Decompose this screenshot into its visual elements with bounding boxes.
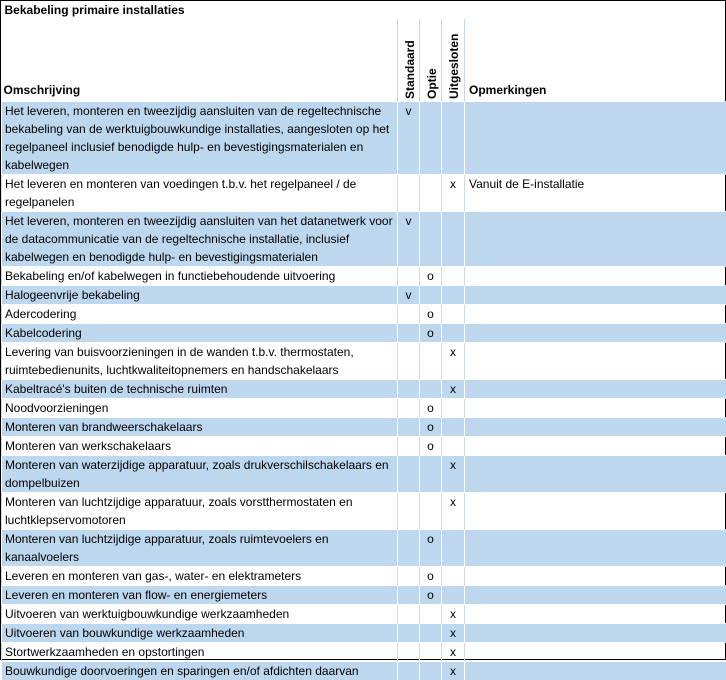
row-uitgesloten-mark <box>442 212 465 267</box>
row-standaard-mark <box>398 662 420 680</box>
row-standaard-mark <box>398 343 420 380</box>
header-omschrijving: Omschrijving <box>2 19 398 102</box>
row-uitgesloten-mark <box>442 286 465 305</box>
row-uitgesloten-mark: x <box>442 662 465 680</box>
row-standaard-mark <box>398 493 420 530</box>
row-description: Monteren van luchtzijdige apparatuur, zoals vorstthermostaten en luchtklepservomotoren <box>2 493 398 530</box>
row-optie-mark: o <box>420 324 442 343</box>
row-opmerking <box>465 530 726 567</box>
row-optie-mark <box>420 286 442 305</box>
table-row <box>2 324 726 343</box>
row-uitgesloten-mark: x <box>442 175 465 212</box>
table-row <box>2 399 726 418</box>
row-optie-mark: o <box>420 530 442 567</box>
table-row <box>2 212 726 267</box>
row-optie-mark <box>420 175 442 212</box>
row-optie-mark: o <box>420 418 442 437</box>
row-opmerking <box>465 624 726 643</box>
row-optie-mark: o <box>420 267 442 286</box>
row-optie-mark <box>420 643 442 662</box>
table-row <box>2 530 726 567</box>
row-uitgesloten-mark <box>442 586 465 605</box>
row-standaard-mark <box>398 624 420 643</box>
table-row <box>2 586 726 605</box>
row-opmerking <box>465 662 726 680</box>
table-row <box>2 286 726 305</box>
row-description: Leveren en monteren van flow- en energiemeters <box>2 586 398 605</box>
row-uitgesloten-mark: x <box>442 380 465 399</box>
row-description: Levering van buisvoorzieningen in de wanden t.b.v. thermostaten, ruimtebedienunits, luchtkwaliteitopnemers en handschakelaars <box>2 343 398 380</box>
table-row <box>2 567 726 586</box>
table-row <box>2 437 726 456</box>
table-row <box>2 380 726 399</box>
table-row <box>2 305 726 324</box>
row-optie-mark: o <box>420 586 442 605</box>
header-opmerkingen: Opmerkingen <box>465 19 726 102</box>
scope-table <box>1 1 726 680</box>
row-description: Stortwerkzaamheden en opstortingen <box>2 643 398 662</box>
row-standaard-mark <box>398 567 420 586</box>
header-optie: Optie <box>420 19 442 102</box>
row-standaard-mark <box>398 305 420 324</box>
row-opmerking <box>465 267 726 286</box>
row-optie-mark <box>420 624 442 643</box>
table-row <box>2 343 726 380</box>
row-standaard-mark <box>398 267 420 286</box>
row-opmerking <box>465 286 726 305</box>
row-description: Het leveren, monteren en tweezijdig aansluiten van de regeltechnische bekabeling van de werktuigbouwkundige installaties, aangesloten op het regelpaneel inclusief benodigde hulp- en bevestigingsmaterialen en kabelwegen <box>2 102 398 175</box>
row-standaard-mark <box>398 605 420 624</box>
row-standaard-mark <box>398 175 420 212</box>
row-uitgesloten-mark: x <box>442 493 465 530</box>
row-optie-mark <box>420 493 442 530</box>
row-uitgesloten-mark: x <box>442 343 465 380</box>
row-uitgesloten-mark <box>442 437 465 456</box>
row-standaard-mark: v <box>398 212 420 267</box>
row-description: Monteren van waterzijdige apparatuur, zoals drukverschilschakelaars en dompelbuizen <box>2 456 398 493</box>
row-optie-mark <box>420 456 442 493</box>
row-opmerking <box>465 418 726 437</box>
header-row <box>2 19 726 102</box>
table-row <box>2 605 726 624</box>
row-description: Kabeltracé's buiten de technische ruimten <box>2 380 398 399</box>
row-opmerking <box>465 437 726 456</box>
row-opmerking <box>465 102 726 175</box>
row-standaard-mark <box>398 324 420 343</box>
row-standaard-mark <box>398 643 420 662</box>
row-optie-mark: o <box>420 567 442 586</box>
row-optie-mark <box>420 380 442 399</box>
row-uitgesloten-mark <box>442 567 465 586</box>
header-standaard: Standaard <box>398 19 420 102</box>
row-description: Het leveren en monteren van voedingen t.b.v. het regelpaneel / de regelpanelen <box>2 175 398 212</box>
row-standaard-mark: v <box>398 102 420 175</box>
row-opmerking <box>465 493 726 530</box>
row-standaard-mark <box>398 456 420 493</box>
table-row <box>2 175 726 212</box>
row-opmerking <box>465 324 726 343</box>
row-standaard-mark <box>398 530 420 567</box>
row-description: Monteren van luchtzijdige apparatuur, zoals ruimtevoelers en kanaalvoelers <box>2 530 398 567</box>
row-optie-mark <box>420 605 442 624</box>
row-opmerking: Vanuit de E-installatie <box>465 175 726 212</box>
row-uitgesloten-mark: x <box>442 605 465 624</box>
row-optie-mark <box>420 662 442 680</box>
row-opmerking <box>465 643 726 662</box>
row-description: Adercodering <box>2 305 398 324</box>
header-uitgesloten: Uitgesloten <box>442 19 465 102</box>
row-uitgesloten-mark <box>442 530 465 567</box>
table-row <box>2 643 726 662</box>
row-description: Kabelcodering <box>2 324 398 343</box>
row-opmerking <box>465 380 726 399</box>
row-uitgesloten-mark <box>442 324 465 343</box>
row-uitgesloten-mark <box>442 102 465 175</box>
row-description: Leveren en monteren van gas-, water- en elektrameters <box>2 567 398 586</box>
row-optie-mark <box>420 212 442 267</box>
row-description: Het leveren, monteren en tweezijdig aansluiten van het datanetwerk voor de datacommunicatie van de regeltechnische installatie, inclusief kabelwegen en benodigde hulp- en bevestigingsmaterialen <box>2 212 398 267</box>
row-standaard-mark <box>398 586 420 605</box>
table-row <box>2 624 726 643</box>
row-standaard-mark <box>398 418 420 437</box>
row-opmerking <box>465 586 726 605</box>
row-optie-mark: o <box>420 305 442 324</box>
row-opmerking <box>465 343 726 380</box>
row-optie-mark: o <box>420 437 442 456</box>
row-opmerking <box>465 567 726 586</box>
row-standaard-mark <box>398 399 420 418</box>
row-description: Monteren van brandweerschakelaars <box>2 418 398 437</box>
table-row <box>2 662 726 680</box>
row-standaard-mark: v <box>398 286 420 305</box>
row-opmerking <box>465 212 726 267</box>
table-body <box>2 102 726 680</box>
row-uitgesloten-mark: x <box>442 624 465 643</box>
row-uitgesloten-mark <box>442 399 465 418</box>
table-row <box>2 418 726 437</box>
row-opmerking <box>465 456 726 493</box>
row-description: Halogeenvrije bekabeling <box>2 286 398 305</box>
row-optie-mark: o <box>420 399 442 418</box>
sheet-title: Bekabeling primaire installaties <box>2 1 726 19</box>
row-optie-mark <box>420 343 442 380</box>
row-opmerking <box>465 605 726 624</box>
row-uitgesloten-mark: x <box>442 643 465 662</box>
table-row <box>2 267 726 286</box>
row-description: Uitvoeren van werktuigbouwkundige werkzaamheden <box>2 605 398 624</box>
row-uitgesloten-mark <box>442 305 465 324</box>
row-opmerking <box>465 305 726 324</box>
row-optie-mark <box>420 102 442 175</box>
row-description: Noodvoorzieningen <box>2 399 398 418</box>
row-standaard-mark <box>398 380 420 399</box>
table-row <box>2 102 726 175</box>
row-description: Bouwkundige doorvoeringen en sparingen en/of afdichten daarvan <box>2 662 398 680</box>
table-row <box>2 456 726 493</box>
row-description: Uitvoeren van bouwkundige werkzaamheden <box>2 624 398 643</box>
table-row <box>2 493 726 530</box>
row-uitgesloten-mark <box>442 267 465 286</box>
row-opmerking <box>465 399 726 418</box>
row-description: Monteren van werkschakelaars <box>2 437 398 456</box>
row-uitgesloten-mark <box>442 418 465 437</box>
row-uitgesloten-mark: x <box>442 456 465 493</box>
row-description: Bekabeling en/of kabelwegen in functiebehoudende uitvoering <box>2 267 398 286</box>
row-standaard-mark <box>398 437 420 456</box>
